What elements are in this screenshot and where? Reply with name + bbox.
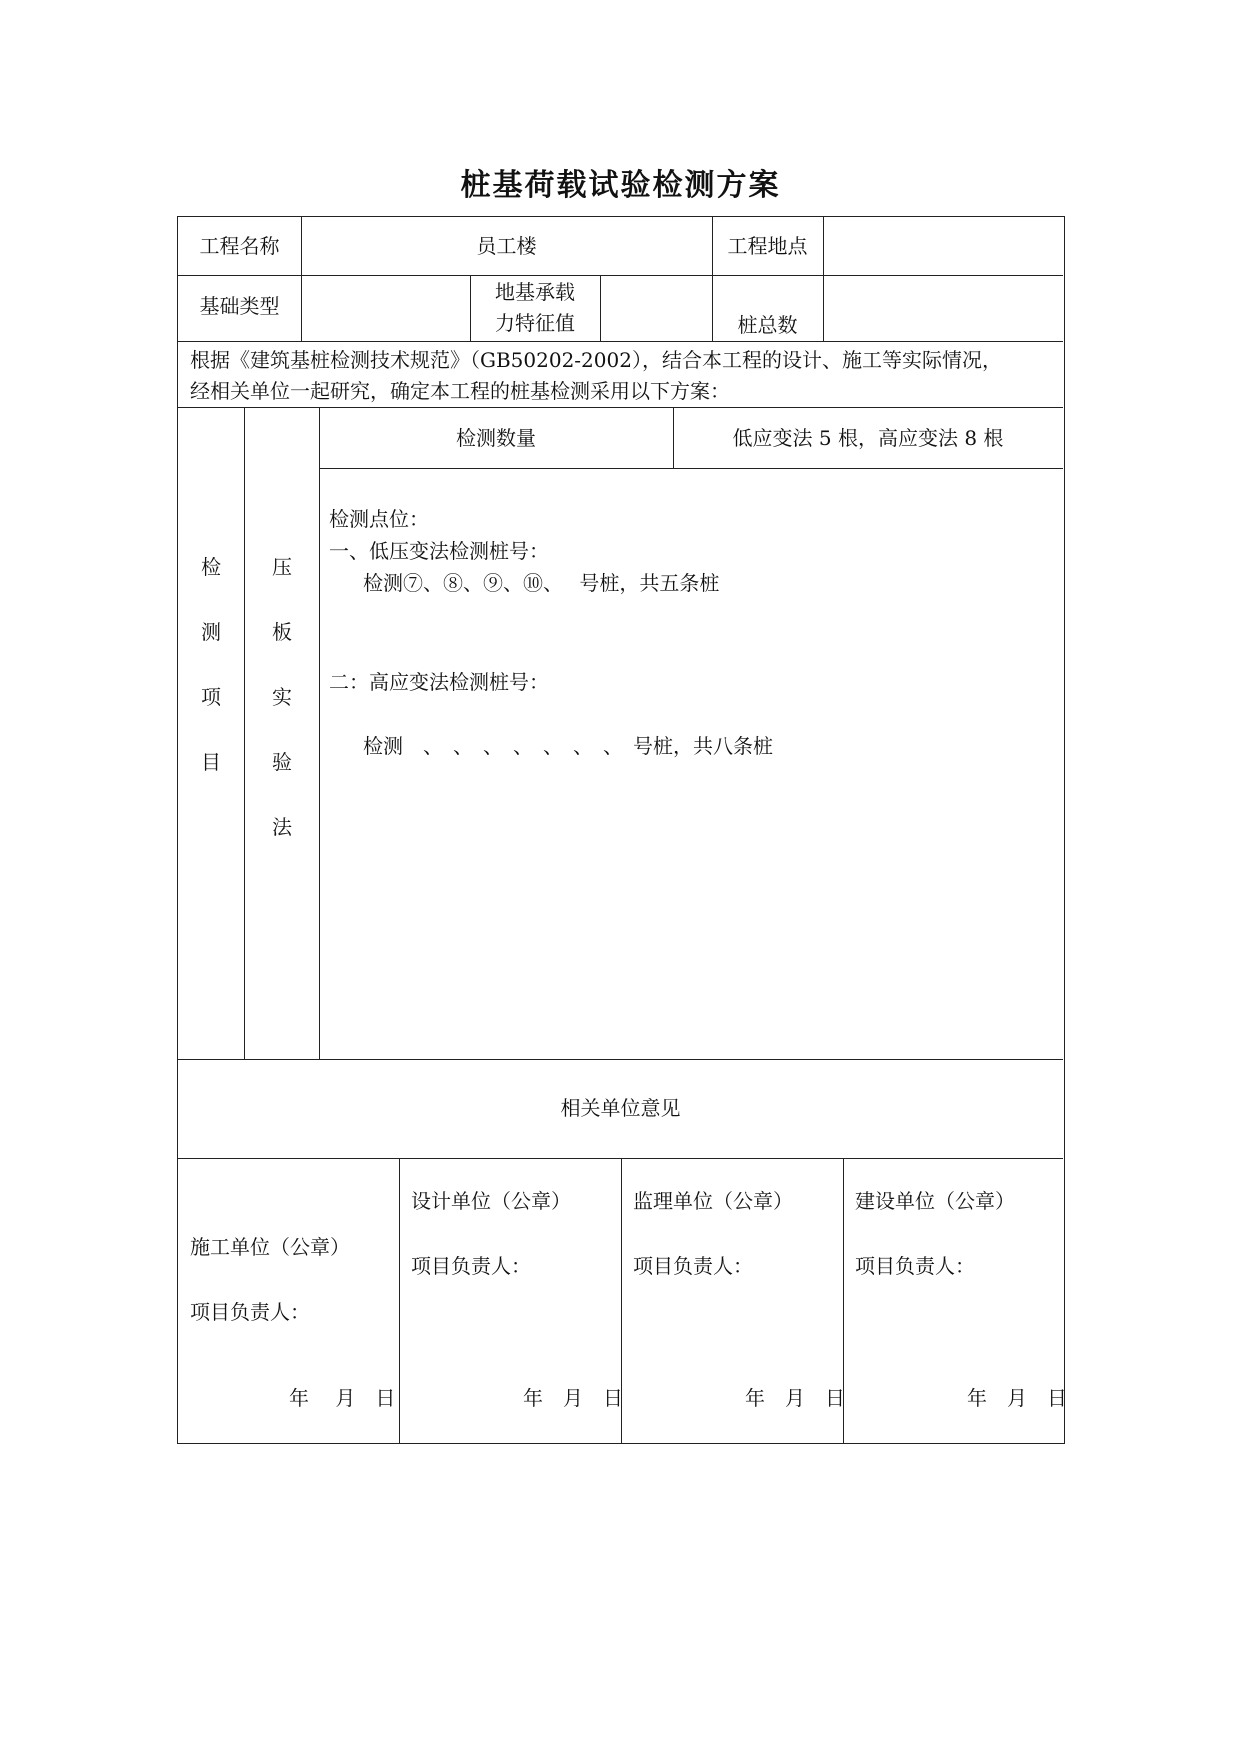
inspection-form-table <box>177 216 1065 1444</box>
project-name-label: 工程名称 <box>199 234 280 258</box>
row-divider <box>178 341 1063 342</box>
label-char: 法 <box>272 815 292 839</box>
owner-date-label: 年 月 日 <box>967 1386 1067 1410</box>
project-location-label: 工程地点 <box>727 234 808 258</box>
owner-person-label: 项目负责人： <box>855 1254 975 1278</box>
construction-unit-label: 施工单位（公章） <box>190 1235 350 1259</box>
bearing-capacity-label: 地基承载 <box>495 280 575 304</box>
supervision-date-label: 年 月 日 <box>745 1386 845 1410</box>
intro-line-1: 根据《建筑基桩检测技术规范》（GB50202-2002），结合本工程的设计、施工等实际情况， <box>190 348 1002 372</box>
col-divider <box>301 275 302 341</box>
label-char: 板 <box>272 620 292 644</box>
inspection-item-label <box>199 535 223 795</box>
foundation-type-label: 基础类型 <box>199 294 280 318</box>
row-divider <box>178 275 1063 276</box>
bearing-capacity-label: 力特征值 <box>495 311 575 335</box>
label-char: 验 <box>272 750 292 774</box>
col-divider <box>823 217 824 341</box>
design-date-label: 年 月 日 <box>523 1386 623 1410</box>
construction-date-label: 年 月 日 <box>289 1386 396 1410</box>
low-strain-heading: 一、低压变法检测桩号： <box>329 539 549 563</box>
project-name-value: 员工楼 <box>476 234 537 258</box>
supervision-unit-label: 监理单位（公章） <box>633 1189 793 1213</box>
label-char: 项 <box>201 685 221 709</box>
design-person-label: 项目负责人： <box>411 1254 531 1278</box>
inspection-method-label <box>270 535 294 860</box>
supervision-person-label: 项目负责人： <box>633 1254 753 1278</box>
construction-person-label: 项目负责人： <box>190 1300 310 1324</box>
row-divider <box>319 468 1063 469</box>
total-piles-label: 桩总数 <box>737 313 798 337</box>
col-divider <box>244 407 245 1059</box>
col-divider <box>319 407 320 1059</box>
label-char: 压 <box>272 555 292 579</box>
row-divider <box>178 1059 1063 1060</box>
high-strain-detail: 检测 、 、 、 、 、 、 、 号桩，共八条桩 <box>363 734 773 758</box>
row-divider <box>178 407 1063 408</box>
high-strain-heading: 二：高应变法检测桩号： <box>329 670 549 694</box>
design-unit-label: 设计单位（公章） <box>411 1189 571 1213</box>
page-title: 桩基荷载试验检测方案 <box>460 168 781 203</box>
quantity-label: 检测数量 <box>456 426 536 450</box>
low-strain-detail: 检测⑦、⑧、⑨、⑩、 号桩，共五条桩 <box>363 571 720 595</box>
points-label: 检测点位： <box>329 507 429 531</box>
col-divider <box>399 1158 400 1443</box>
opinions-heading: 相关单位意见 <box>560 1096 681 1120</box>
label-char: 目 <box>201 750 221 774</box>
intro-line-2: 经相关单位一起研究，确定本工程的桩基检测采用以下方案： <box>190 379 730 403</box>
label-char: 实 <box>272 685 292 709</box>
label-char: 测 <box>201 620 221 644</box>
label-char: 检 <box>201 555 221 579</box>
owner-unit-label: 建设单位（公章） <box>855 1189 1015 1213</box>
quantity-value: 低应变法 5 根，高应变法 8 根 <box>732 426 1004 450</box>
col-divider <box>600 275 601 341</box>
